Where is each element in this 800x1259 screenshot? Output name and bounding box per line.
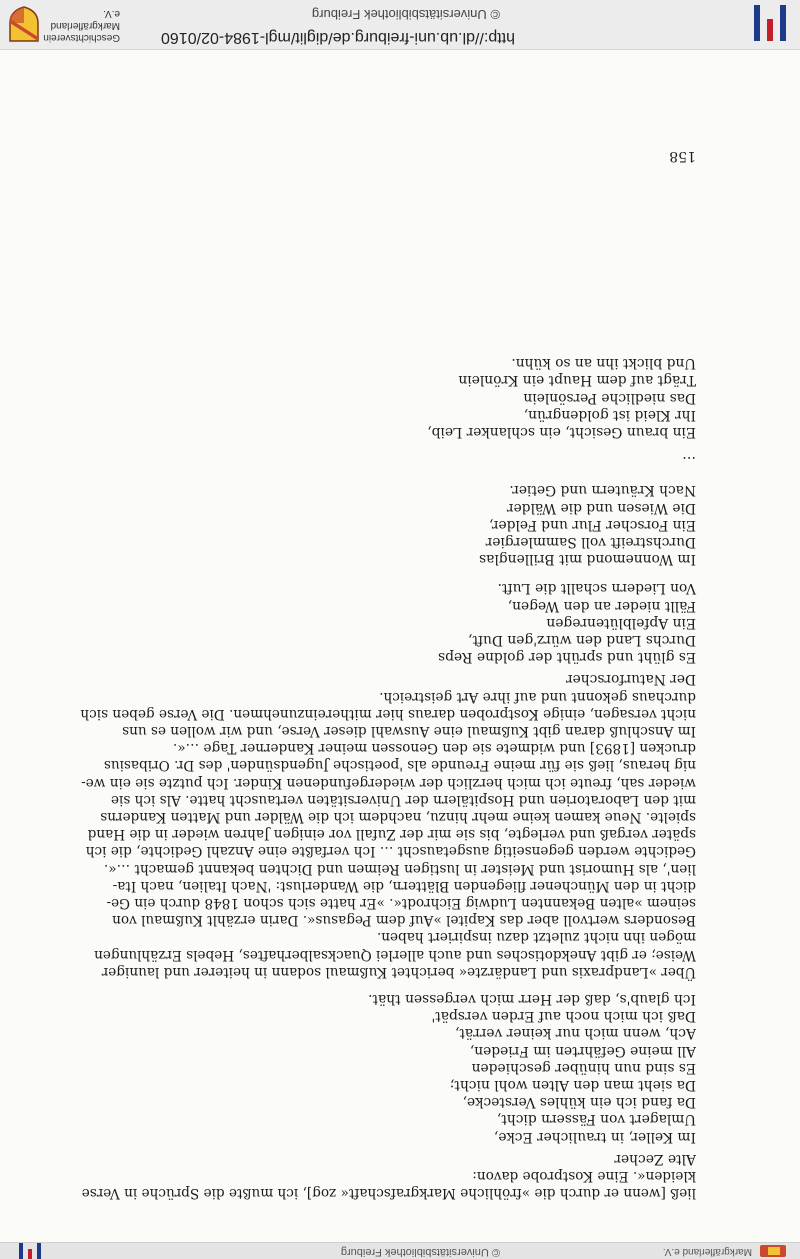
society-name-partial: Markgräflerland e.V. bbox=[662, 1246, 752, 1257]
poem-line: All meine Gefährten im Frieden, bbox=[469, 1042, 696, 1059]
poem-alte-zecher bbox=[104, 990, 696, 1145]
text-line: drucken [1893] und widmete sie den Genossen meiner Kanderner Tage …«. bbox=[172, 740, 696, 757]
text-line: nicht versagen, einige Kostproben daraus hier mithereinzunehmen. Die Verse geben sich bbox=[80, 705, 696, 722]
poem-line: Das niedliche Persönlein bbox=[523, 389, 696, 406]
text-line: Gedichte werden gegenseitig ausgetauscht … Ich verfaßte eine Anzahl Gedichte, die ich bbox=[85, 843, 696, 860]
poem-line: Daß ich mich noch auf Erden verspät' bbox=[431, 1008, 696, 1025]
university-logo-icon bbox=[748, 3, 792, 43]
text-line: durchaus gekonnt und auf ihre Art geistreich. bbox=[379, 688, 696, 705]
poem-ellipsis: … bbox=[682, 453, 696, 470]
poem-line: Umlagert von Fässern dicht, bbox=[496, 1111, 696, 1128]
poem-line: Die Wiesen und die Wälder bbox=[506, 499, 696, 516]
poem-line: Ach, wenn mich nur keiner verrät, bbox=[454, 1025, 696, 1042]
viewer-footer bbox=[0, 0, 800, 50]
poem-line: Durchstreift voll Sammlergier bbox=[485, 534, 696, 551]
crest-detail bbox=[768, 1247, 780, 1255]
association-name bbox=[44, 7, 120, 43]
page-number: 158 bbox=[669, 148, 696, 164]
poem-line: Es glüht und sprüht der goldne Reps bbox=[438, 649, 696, 666]
permalink-url[interactable]: http://dl.ub.uni-freiburg.de/diglit/mgl-1984-02/0160 bbox=[161, 29, 515, 46]
poem-line: Da sieht man den Alten wohl nicht; bbox=[449, 1076, 696, 1093]
poem-line: Ihr Kleid ist goldengrün, bbox=[523, 406, 696, 423]
stanza-gap bbox=[104, 469, 696, 481]
text-line: mögen ihn nicht zuletzt dazu inspiriert haben. bbox=[376, 929, 696, 946]
poem-line: Nach Kräutern und Getier. bbox=[509, 482, 696, 499]
poem-line: Es sind nun hinüber geschieden bbox=[471, 1059, 696, 1076]
poem-line: Im Wonnemond mit Brillenglas bbox=[479, 551, 696, 568]
text-line: Im Anschluß daran gibt Kußmaul eine Auswahl dieser Verse, und wir wollen es uns bbox=[122, 722, 696, 739]
top-viewer-strip bbox=[0, 1242, 800, 1259]
text-line: wieder sah, freute ich mich herzlich der wiedergefundenen Kinder. Ich putzte sie ein we- bbox=[81, 774, 696, 791]
document-body bbox=[80, 344, 696, 1201]
kussmaul-paragraph bbox=[80, 687, 696, 980]
poem-line: Ein Forscher Flur und Felder, bbox=[488, 516, 696, 533]
society-crest-icon bbox=[8, 5, 40, 43]
poem-line: Fällt nieder an den Wegen, bbox=[507, 597, 696, 614]
poem-line: Im Keller, in traulicher Ecke, bbox=[493, 1128, 696, 1145]
text-line: Weise; er gibt Anekdotisches und auch allerlei Quacksalberhaftes, Hebels Erzählungen bbox=[94, 946, 696, 963]
poem-line: Ich glaub's, daß der Herr mich vergessen thät. bbox=[368, 990, 696, 1007]
association-line: Markgräflerland e.V. bbox=[50, 8, 120, 31]
poem-line: Durchs Land den würz'gen Duft, bbox=[468, 632, 696, 649]
library-copyright-partial: © Universitätsbibliothek Freiburg bbox=[340, 1246, 500, 1258]
text-line: Besonders wertvoll aber das Kapitel »Auf dem Pegasus«. Darin erzählt Kußmaul von bbox=[112, 912, 696, 929]
poem-line: Von Liedern schallt die Luft. bbox=[497, 580, 696, 597]
poem-line: Da fand ich ein kühles Verstecke, bbox=[462, 1094, 696, 1111]
intro-paragraph-tail bbox=[81, 1167, 696, 1201]
text-line: nig heraus, ließ sie für meine Freunde als 'poetische Jugendsünden' des Dr. Oribasius bbox=[103, 757, 696, 774]
poem-line: Und blickt ihn an so kühn. bbox=[511, 355, 696, 372]
text-line: seinem »alten Bekannten Ludwig Eichrodt«. »Er hatte sich schon 1848 durch ein Ge- bbox=[106, 894, 696, 911]
text-line: dicht in den Münchener fliegenden Blättern, die Wanderlust: 'Nach Italien, nach Ita- bbox=[112, 877, 696, 894]
text-line: später vergaß und verlegte, bis sie mir der Zufall vor einigen Jahren wieder in die Hand bbox=[87, 826, 696, 843]
text-line: lien', als Humorist und Meister in lustigen Reimen und Dichten bekannt gemacht …«. bbox=[103, 860, 696, 877]
stanza-gap bbox=[104, 567, 696, 579]
stanza-gap bbox=[104, 440, 696, 452]
association-line: Geschichtsverein bbox=[43, 32, 120, 43]
text-line: ließ [wenn er durch die »fröhliche Markgrafschaft« zog], ich mußte die Sprüche in Verse bbox=[81, 1185, 696, 1201]
poem-naturforscher bbox=[104, 354, 696, 665]
text-line: kleiden«. Eine Kostprobe davon: bbox=[472, 1167, 696, 1184]
university-logo-icon bbox=[15, 1243, 45, 1259]
poem-line: Ein Apfelblütenregen bbox=[546, 614, 696, 631]
library-copyright: © Universitätsbibliothek Freiburg bbox=[311, 7, 500, 22]
poem-title-alte-zecher: Alte Zecher bbox=[614, 1150, 696, 1167]
text-line: mit den Laboratorien und Hospitälern der Universitäten vertauscht hatte. Als ich sie bbox=[110, 791, 696, 808]
poem-title-naturforscher: Der Naturforscher bbox=[566, 671, 696, 688]
text-line: spielte. Neue kamen keine mehr hinzu, nachdem ich die Wälder und Matten Kanderns bbox=[100, 808, 696, 825]
text-line: Über »Landpraxis und Landärzte« berichtet Kußmaul sodann in heiterer und launiger bbox=[101, 963, 696, 980]
poem-line: Ein braun Gesicht, ein schlanker Leib, bbox=[427, 424, 696, 441]
poem-line: Trägt auf dem Haupt ein Krönlein bbox=[458, 372, 696, 389]
